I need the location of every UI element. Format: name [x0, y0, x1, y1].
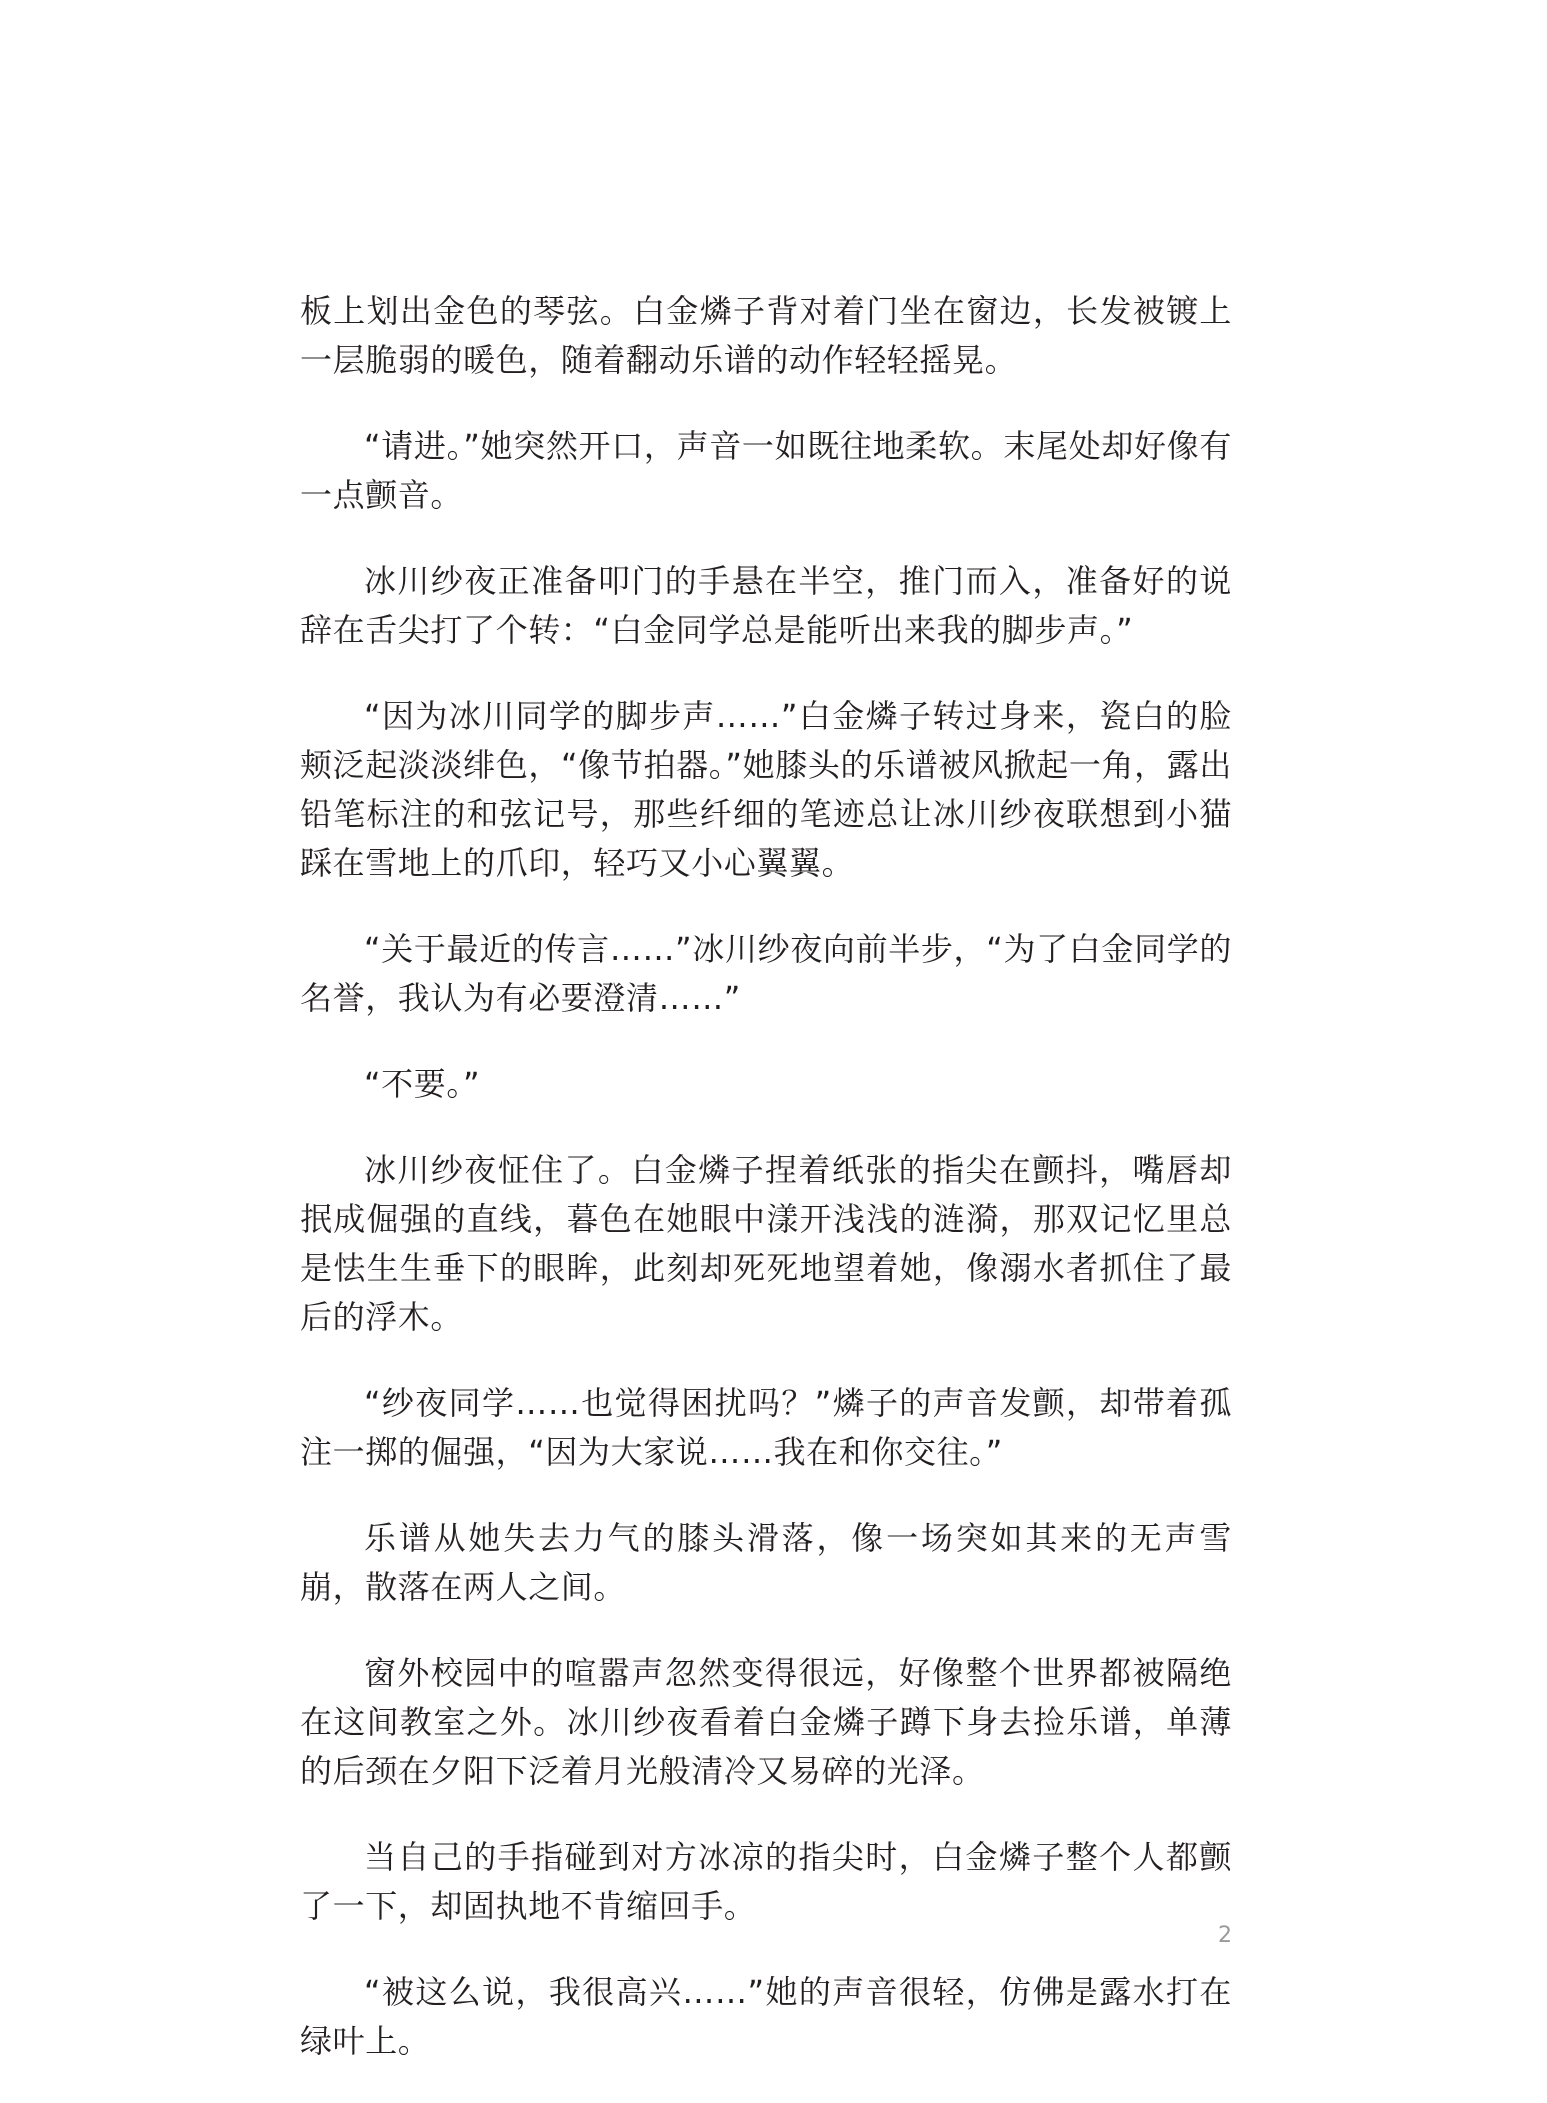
- paragraph: “纱夜同学……也觉得困扰吗？”燐子的声音发颤，却带着孤注一掷的倔强，“因为大家说……我在和你交往。”: [300, 1384, 1232, 1471]
- paragraph: 冰川纱夜怔住了。白金燐子捏着纸张的指尖在颤抖，嘴唇却抿成倔强的直线，暮色在她眼中漾开浅浅的涟漪，那双记忆里总是怯生生垂下的眼眸，此刻却死死地望着她，像溺水者抓住了最后的浮木。: [300, 1151, 1232, 1336]
- paragraph: 板上划出金色的琴弦。白金燐子背对着门坐在窗边，长发被镀上一层脆弱的暖色，随着翻动乐谱的动作轻轻摇晃。: [300, 292, 1232, 379]
- page-number: 2: [1218, 1923, 1232, 1948]
- paragraph: “被这么说，我很高兴……”她的声音很轻，仿佛是露水打在绿叶上。: [300, 1973, 1232, 2060]
- paragraph: 窗外校园中的喧嚣声忽然变得很远，好像整个世界都被隔绝在这间教室之外。冰川纱夜看着白金燐子蹲下身去捡乐谱，单薄的后颈在夕阳下泛着月光般清冷又易碎的光泽。: [300, 1654, 1232, 1790]
- paragraph: 乐谱从她失去力气的膝头滑落，像一场突如其来的无声雪崩，散落在两人之间。: [300, 1519, 1232, 1606]
- body-text: [300, 287, 1232, 2103]
- paragraph: “请进。”她突然开口，声音一如既往地柔软。末尾处却好像有一点颤音。: [300, 427, 1232, 514]
- paragraph: 当自己的手指碰到对方冰凉的指尖时，白金燐子整个人都颤了一下，却固执地不肯缩回手。: [300, 1838, 1232, 1925]
- paragraph: 冰川纱夜正准备叩门的手悬在半空，推门而入，准备好的说辞在舌尖打了个转：“白金同学总是能听出来我的脚步声。”: [300, 562, 1232, 649]
- paragraph: “关于最近的传言……”冰川纱夜向前半步，“为了白金同学的名誉，我认为有必要澄清……”: [300, 930, 1232, 1017]
- paragraph: “因为冰川同学的脚步声……”白金燐子转过身来，瓷白的脸颊泛起淡淡绯色，“像节拍器。”她膝头的乐谱被风掀起一角，露出铅笔标注的和弦记号，那些纤细的笔迹总让冰川纱夜联想到小猫踩在雪地上的爪印，轻巧又小心翼翼。: [300, 697, 1232, 882]
- paragraph: “不要。”: [364, 1065, 481, 1103]
